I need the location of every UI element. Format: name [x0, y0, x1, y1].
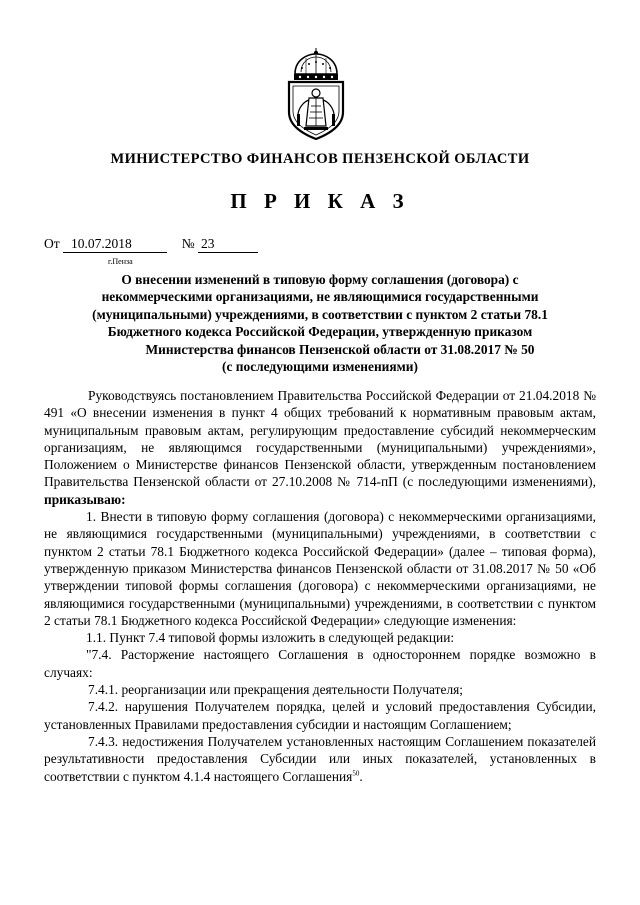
footnote-ref[interactable]: 50: [352, 769, 360, 778]
number-label: №: [181, 236, 195, 251]
title-line: О внесении изменений в типовую форму соглашения (договора) с: [121, 272, 519, 287]
body-paragraph: "7.4. Расторжение настоящего Соглашения в одностороннем порядке возможно в случаях:: [44, 647, 596, 680]
ministry-name: МИНИСТЕРСТВО ФИНАНСОВ ПЕНЗЕНСКОЙ ОБЛАСТИ: [110, 151, 530, 167]
title-line: (муниципальными) учреждениями, в соответствии с пунктом 2 статьи 78.1: [92, 306, 548, 322]
body-paragraph: 7.4.1. реорганизации или прекращения деятельности Получателя;: [88, 682, 464, 698]
body-paragraph: 1.1. Пункт 7.4 типовой формы изложить в следующей редакции:: [86, 630, 455, 646]
order-date: 10.07.2018: [63, 237, 167, 253]
order-meta: [44, 236, 258, 253]
body-paragraph: 7.4.2. нарушения Получателем порядка, целей и условий предоставления Субсидии, установленных Правилами предоставления субсидии и настоящим Соглашением;: [44, 699, 596, 732]
paragraph-text: Руководствуясь постановлением Правительства Российской Федерации от 21.04.2018 № 491 «О внесении изменения в пункт 4 общих требований к нормативным правовым актам, муниципальным правовым актам, регулирующим предоставление субсидий некоммерческим организациям, не являющимся государственными (муниципальными) учреждениями», Положением о Министерстве финансов Пензенской области, утвержденным постановлением Правительства Пензенской области от 27.10.2008 № 714-пП (с последующими изменениями),: [44, 388, 596, 490]
body-paragraph: [44, 733, 596, 785]
title-line: Министерства финансов Пензенской области от 31.08.2017 № 50: [145, 341, 535, 357]
order-title: [44, 271, 596, 375]
place-of-issue: г.Пенза: [108, 257, 133, 266]
paragraph-text: 7.4.3. недостижения Получателем установленных настоящим Соглашением показателей результативности предоставления Субсидии или иных показателей, установленных в соответствии с пунктом 4.1.4 настоящего Соглашения: [44, 733, 596, 784]
document-type: П Р И К А З: [230, 189, 410, 213]
order-body: [44, 387, 596, 785]
penza-coat-of-arms-icon: [285, 48, 347, 140]
title-line: некоммерческими организациями, не являющимися государственными: [101, 289, 539, 305]
order-verb: приказываю:: [44, 491, 126, 507]
body-paragraph: 1. Внести в типовую форму соглашения (договора) с некоммерческими организациями, не являющимися государственными (муниципальными) учреждениями, в соответствии с пунктом 2 статьи 78.1 Бюджетного кодекса Российской Федерации» (далее – типовая форма), утвержденную приказом Министерства финансов Пензенской области от 31.08.2017 № 50 «Об утверждении типовой формы соглашения (договора) с некоммерческими организациями, не являющимися государственными (муниципальными) учреждениями, в соответствии с пунктом 2 статьи 78.1 Бюджетного кодекса Российской Федерации» следующие изменения:: [44, 509, 596, 628]
order-number: 23: [198, 237, 258, 253]
title-line: (с последующими изменениями): [222, 359, 418, 375]
date-label: От: [44, 236, 60, 251]
paragraph-end: .: [359, 768, 363, 784]
body-paragraph: [44, 387, 596, 508]
title-line: Бюджетного кодекса Российской Федерации, утвержденную приказом: [107, 324, 533, 340]
